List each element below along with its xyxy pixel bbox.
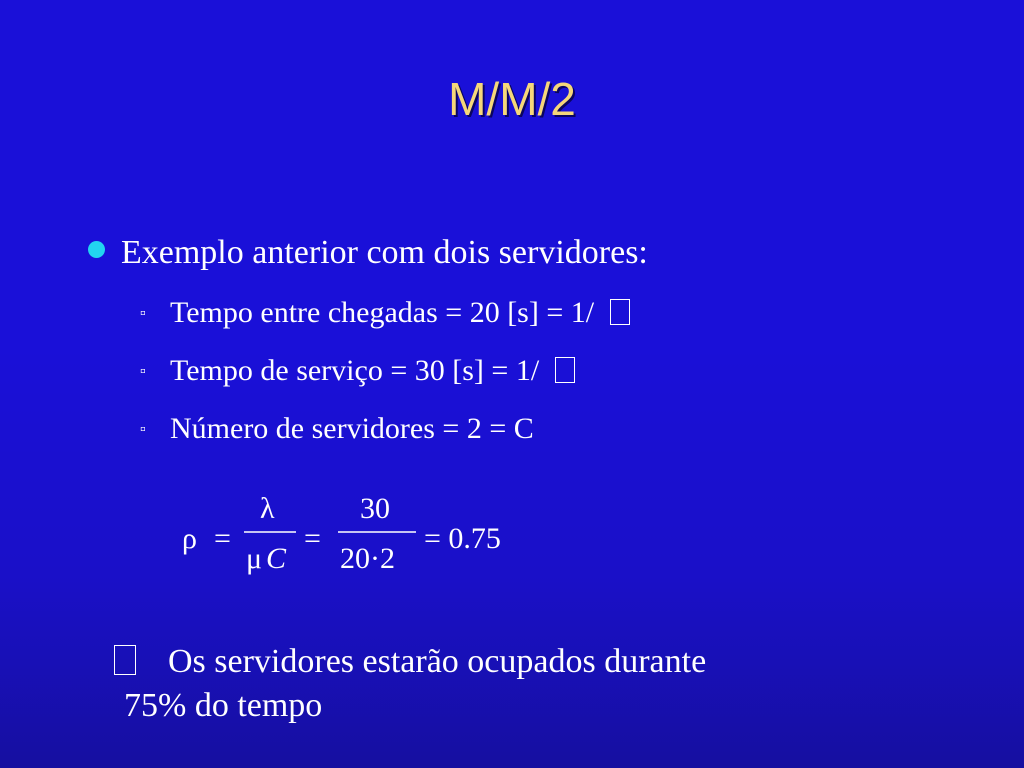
formula-equals-1: =: [214, 522, 231, 555]
conclusion-line-1: [112, 640, 706, 684]
bullet-dot-icon: [88, 241, 105, 258]
sub-item-servers: [140, 412, 534, 446]
sub-bullet-icon: ▫: [140, 421, 146, 438]
sub-item-arrival-time: [140, 296, 630, 330]
formula-twenty-times-two: 20·2: [340, 542, 395, 575]
slide-title: M/M/2: [448, 73, 576, 125]
utilization-formula: [180, 488, 540, 588]
sub-item-text: Número de servidores = 2 = C: [170, 412, 534, 445]
formula-result: = 0.75: [424, 522, 501, 555]
sub-bullet-icon: ▫: [140, 305, 146, 322]
missing-glyph-box-icon: [114, 645, 136, 675]
missing-glyph-box-icon: [610, 299, 630, 325]
formula-lambda: λ: [260, 492, 275, 525]
missing-glyph-box-icon: [555, 357, 575, 383]
sub-item-text: Tempo entre chegadas = 20 [s] = 1/: [170, 296, 602, 329]
formula-equals-2: =: [304, 522, 321, 555]
conclusion-line-2: 75% do tempo: [124, 687, 323, 724]
conclusion: [112, 640, 706, 728]
sub-item-service-time: [140, 354, 575, 388]
formula-thirty: 30: [360, 492, 390, 525]
conclusion-text-1: Os servidores estarão ocupados durante: [168, 643, 707, 680]
formula-mu: μ: [246, 542, 263, 575]
bullet-main-text: Exemplo anterior com dois servidores:: [121, 234, 648, 271]
formula-c: C: [266, 542, 287, 575]
sub-bullet-icon: ▫: [140, 363, 146, 380]
sub-item-text: Tempo de serviço = 30 [s] = 1/: [170, 354, 547, 387]
formula-rho: ρ: [182, 522, 197, 555]
bullet-main: [88, 234, 648, 272]
formula-svg: [180, 488, 540, 588]
